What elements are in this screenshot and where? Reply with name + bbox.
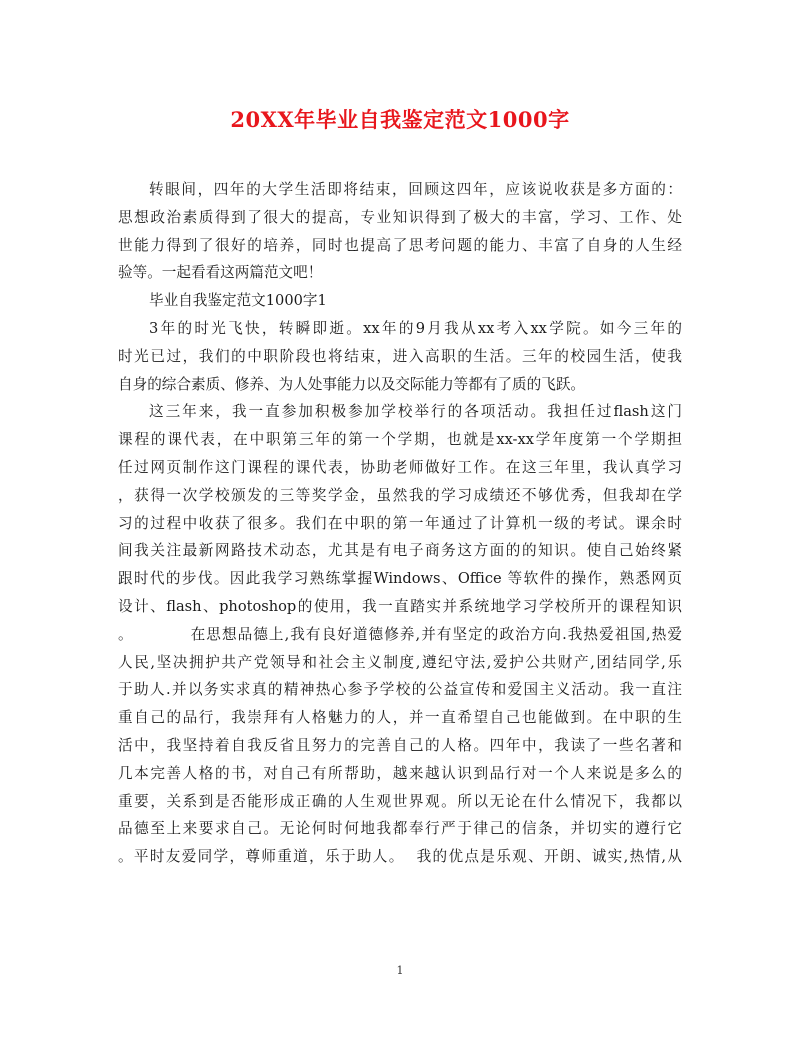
text-line: 。 在思想品德上,我有良好道德修养,并有坚定的政治方向.我热爱祖国,热爱 xyxy=(118,625,682,643)
text-line: 课程的课代表，在中职第三年的第一个学期，也就是xx-xx学年度第一个学期担 xyxy=(118,431,682,449)
text-line: 设计、flash、photoshop的使用，我一直踏实并系统地学习学校所开的课程知识 xyxy=(118,597,682,615)
text-line: 自身的综合素质、修养、为人处事能力以及交际能力等都有了质的飞跃。 xyxy=(118,375,586,393)
text-line: 世能力得到了很好的培养，同时也提高了思考问题的能力、丰富了自身的人生经 xyxy=(118,236,682,254)
text-line: 品德至上来要求自己。无论何时何地我都奉行严于律己的信条，并切实的遵行它 xyxy=(118,820,682,838)
text-line: 活中，我坚持着自我反省且努力的完善自己的人格。四年中，我读了一些名著和 xyxy=(118,736,682,754)
section-heading: 毕业自我鉴定范文1000字1 xyxy=(149,292,327,310)
text-line: 思想政治素质得到了很大的提高，专业知识得到了极大的丰富，学习、工作、处 xyxy=(118,208,682,226)
text-line: 3年的时光飞快，转瞬即逝。xx年的9月我从xx考入xx学院。如今三年的 xyxy=(149,319,682,337)
text-line: 跟时代的步伐。因此我学习熟练掌握Windows、Office 等软件的操作，熟悉网页 xyxy=(118,570,682,588)
text-line: 习的过程中收获了很多。我们在中职的第一年通过了计算机一级的考试。课余时 xyxy=(118,514,682,532)
text-line: 间我关注最新网路技术动态，尤其是有电子商务这方面的的知识。使自己始终紧 xyxy=(118,542,682,560)
text-line: 转眼间，四年的大学生活即将结束，回顾这四年，应该说收获是多方面的： xyxy=(149,181,682,198)
text-line: 任过网页制作这门课程的课代表，协助老师做好工作。在这三年里，我认真学习 xyxy=(118,458,682,476)
text-line: 人民,坚决拥护共产党领导和社会主义制度,遵纪守法,爱护公共财产,团结同学,乐 xyxy=(118,653,682,671)
text-line: 重自己的品行，我崇拜有人格魅力的人，并一直希望自己也能做到。在中职的生 xyxy=(118,709,682,727)
text-line: ，获得一次学校颁发的三等奖学金，虽然我的学习成绩还不够优秀，但我却在学 xyxy=(118,486,682,504)
text-line: 重要，关系到是否能形成正确的人生观世界观。所以无论在什么情况下，我都以 xyxy=(118,792,682,810)
document-title: 20XX年毕业自我鉴定范文1000字 xyxy=(230,107,570,132)
text-line: 几本完善人格的书，对自己有所帮助，越来越认识到品行对一个人来说是多么的 xyxy=(118,764,682,782)
page-number: 1 xyxy=(396,964,404,977)
text-line: 这三年来，我一直参加积极参加学校举行的各项活动。我担任过flash这门 xyxy=(149,403,682,421)
text-line: 。平时友爱同学，尊师重道，乐于助人。 我的优点是乐观、开朗、诚实,热情,从 xyxy=(118,848,682,866)
text-line: 时光已过，我们的中职阶段也将结束，进入高职的生活。三年的校园生活，使我 xyxy=(118,347,682,365)
text-line: 于助人.并以务实求真的精神热心参予学校的公益宣传和爱国主义活动。我一直注 xyxy=(118,681,682,699)
text-line: 验等。一起看看这两篇范文吧！ xyxy=(118,264,323,282)
document-body xyxy=(118,176,682,871)
